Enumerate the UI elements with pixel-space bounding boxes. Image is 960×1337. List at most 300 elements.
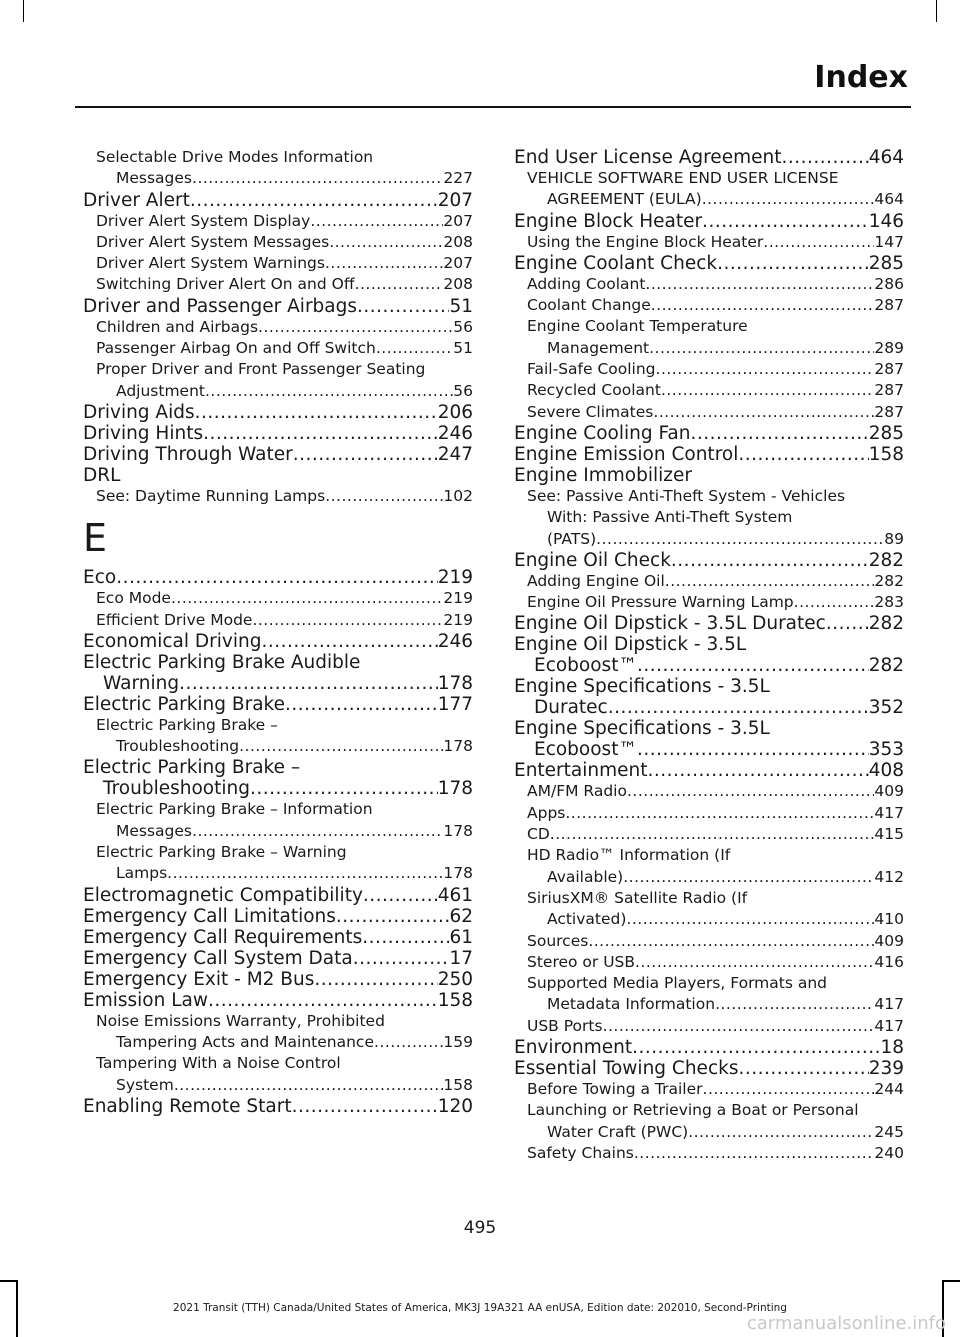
- index-subentry[interactable]: [514, 781, 904, 802]
- index-entry-text: Electric Parking Brake –: [83, 757, 301, 779]
- dot-leader: [550, 824, 875, 845]
- index-page-ref: 158: [868, 443, 904, 465]
- index-entry[interactable]: [83, 567, 473, 588]
- index-subentry[interactable]: [514, 274, 904, 295]
- index-entry[interactable]: [514, 1058, 904, 1079]
- index-page-ref: 219: [443, 589, 473, 608]
- index-entry-text: See: Passive Anti-Theft System - Vehicles: [527, 486, 846, 505]
- dot-leader: [738, 444, 868, 465]
- index-page-ref: 158: [443, 1075, 473, 1094]
- index-page-ref: 417: [874, 995, 904, 1014]
- index-subentry[interactable]: [83, 842, 473, 885]
- index-entry-text: Switching Driver Alert On and Off: [96, 275, 355, 294]
- dot-leader: [116, 567, 438, 588]
- index-subentry[interactable]: [514, 232, 904, 253]
- index-entry-text: Available): [547, 867, 624, 886]
- index-page-ref: 227: [443, 169, 473, 188]
- index-entry[interactable]: [83, 969, 473, 990]
- title-divider: [75, 106, 911, 108]
- index-subentry[interactable]: [514, 1016, 904, 1037]
- index-page-ref: 412: [874, 867, 904, 886]
- index-page-ref: 417: [874, 803, 904, 822]
- dot-leader: [261, 631, 437, 652]
- dot-leader: [649, 338, 874, 359]
- index-entry-text: Ecoboost™: [534, 655, 637, 677]
- index-subentry[interactable]: [83, 253, 473, 274]
- index-page-ref: 461: [437, 884, 473, 906]
- page-number: 495: [463, 1218, 497, 1238]
- index-subentry[interactable]: [514, 973, 904, 1016]
- index-page-ref: 56: [453, 317, 473, 336]
- index-entry-text: Emergency Exit - M2 Bus: [83, 968, 315, 990]
- index-entry-text: Lamps: [116, 864, 168, 883]
- index-page-ref: 178: [437, 672, 473, 694]
- index-entry[interactable]: [514, 760, 904, 781]
- index-entry-text: Driver Alert System Display: [96, 211, 311, 230]
- index-column-right: [514, 147, 904, 1164]
- dot-leader: [588, 931, 874, 952]
- index-page-ref: 409: [874, 782, 904, 801]
- index-entry-text: Driving Aids: [83, 401, 195, 423]
- index-entry[interactable]: [83, 927, 473, 948]
- dot-leader: [325, 253, 443, 274]
- index-page-ref: 246: [437, 422, 473, 444]
- index-subentry[interactable]: [83, 147, 473, 190]
- dot-leader: [717, 253, 869, 274]
- dot-leader: [192, 821, 443, 842]
- index-entry-text: Engine Block Heater: [514, 210, 703, 232]
- index-entry-text: SiriusXM® Satellite Radio (If: [527, 888, 748, 907]
- index-entry-text: Emergency Call System Data: [83, 947, 353, 969]
- index-entry-text: Driver Alert System Messages: [96, 232, 330, 251]
- index-entry-text: Emergency Call Limitations: [83, 905, 336, 927]
- index-entry-text: (PATS): [547, 529, 597, 548]
- dot-leader: [645, 274, 874, 295]
- index-entry-text: Engine Cooling Fan: [514, 422, 691, 444]
- index-page-ref: 353: [868, 739, 904, 761]
- index-entry-text: Coolant Change: [527, 296, 651, 315]
- dot-leader: [374, 1032, 443, 1053]
- index-page-ref: 158: [437, 989, 473, 1011]
- index-page-ref: 219: [443, 610, 473, 629]
- index-subentry[interactable]: [83, 359, 473, 402]
- index-entry-text: Activated): [547, 910, 627, 929]
- index-page-ref: 240: [874, 1143, 904, 1162]
- index-entry-text: Electric Parking Brake – Warning: [96, 843, 347, 862]
- index-entry-text: Using the Engine Block Heater: [527, 232, 764, 251]
- index-subentry[interactable]: [514, 888, 904, 931]
- index-entry-text: Engine Coolant Check: [514, 252, 718, 274]
- crop-mark-bottom-right: [944, 1280, 960, 1282]
- dot-leader: [596, 529, 884, 550]
- index-entry-text: Electric Parking Brake –: [96, 715, 278, 734]
- index-entry-text: Water Craft (PWC): [547, 1122, 689, 1141]
- index-subentry[interactable]: [83, 274, 473, 295]
- index-page-ref: 464: [874, 190, 904, 209]
- index-page-ref: 246: [437, 630, 473, 652]
- dot-leader: [688, 1122, 874, 1143]
- index-entry-text: Electric Parking Brake: [83, 693, 285, 715]
- index-page-ref: 247: [437, 443, 473, 465]
- dot-leader: [195, 402, 438, 423]
- index-entry[interactable]: [514, 1037, 904, 1058]
- index-entry-text: Ecoboost™: [534, 739, 637, 761]
- index-entry-text: Proper Driver and Front Passenger Seating: [96, 360, 426, 379]
- index-page-ref: 239: [868, 1058, 904, 1080]
- index-entry-text: Tampering Acts and Maintenance: [116, 1032, 374, 1051]
- index-page-ref: 102: [443, 486, 473, 505]
- index-subentry[interactable]: [83, 486, 473, 507]
- index-page-ref: 287: [874, 360, 904, 379]
- index-page-ref: 287: [874, 381, 904, 400]
- index-entry[interactable]: [514, 444, 904, 465]
- index-page-ref: 178: [443, 821, 473, 840]
- index-page-ref: 415: [874, 825, 904, 844]
- dot-leader: [174, 1075, 444, 1096]
- watermark: carmanualsonline.info: [746, 1313, 946, 1334]
- index-entry-text: With: Passive Anti-Theft System: [547, 508, 793, 527]
- index-page-ref: 417: [874, 1016, 904, 1035]
- dot-leader: [626, 909, 874, 930]
- index-entry[interactable]: [514, 211, 904, 232]
- index-entry-text: Electric Parking Brake – Information: [96, 800, 373, 819]
- index-entry-text: Electromagnetic Compatibility: [83, 884, 363, 906]
- index-entry-text: Efficient Drive Mode: [96, 610, 253, 629]
- index-entry[interactable]: [514, 550, 904, 571]
- index-entry-text: Environment: [514, 1037, 633, 1059]
- index-entry-text: Apps: [527, 803, 566, 822]
- index-entry-text: Before Towing a Trailer: [527, 1080, 703, 1099]
- dot-leader: [634, 1143, 875, 1164]
- index-subentry[interactable]: [83, 232, 473, 253]
- index-entry-text: Engine Oil Check: [514, 549, 671, 571]
- page-title: Index: [814, 60, 908, 95]
- index-subentry[interactable]: [514, 592, 904, 613]
- index-subentry[interactable]: [83, 338, 473, 359]
- dot-leader: [363, 885, 438, 906]
- index-column-left: [83, 147, 473, 1117]
- index-page-ref: 178: [443, 737, 473, 756]
- index-entry-text: Eco: [83, 567, 117, 589]
- dot-leader: [258, 317, 453, 338]
- index-page-ref: 62: [449, 905, 473, 927]
- index-entry-text: Enabling Remote Start: [83, 1095, 292, 1117]
- index-subentry[interactable]: [514, 845, 904, 888]
- dot-leader: [190, 190, 438, 211]
- index-entry-text: Recycled Coolant: [527, 381, 661, 400]
- index-entry-text: Supported Media Players, Formats and: [527, 974, 828, 993]
- index-entry-text: Eco Mode: [96, 589, 171, 608]
- crop-mark-top-right: [936, 0, 937, 22]
- index-page-ref: 245: [874, 1122, 904, 1141]
- index-entry-text: Driving Through Water: [83, 443, 293, 465]
- index-page-ref: 352: [868, 697, 904, 719]
- index-entry-text: Electric Parking Brake Audible: [83, 651, 361, 673]
- index-entry-text: Duratec: [534, 697, 608, 719]
- index-page-ref: 282: [868, 655, 904, 677]
- index-page-ref: 286: [874, 274, 904, 293]
- index-page-ref: 408: [868, 760, 904, 782]
- index-entry-text: AGREEMENT (EULA): [547, 190, 702, 209]
- index-subentry[interactable]: [514, 803, 904, 824]
- index-entry-text: Messages: [116, 169, 193, 188]
- index-page-ref: 244: [874, 1080, 904, 1099]
- dot-leader: [635, 952, 874, 973]
- index-subentry[interactable]: [83, 588, 473, 609]
- index-subentry[interactable]: [83, 715, 473, 758]
- index-subentry[interactable]: [83, 317, 473, 338]
- dot-leader: [205, 381, 453, 402]
- dot-leader: [239, 736, 443, 757]
- crop-mark-bottom-left: [0, 1280, 16, 1282]
- index-page-ref: 287: [874, 296, 904, 315]
- index-subentry[interactable]: [514, 571, 904, 592]
- index-entry[interactable]: [83, 948, 473, 969]
- dot-leader: [794, 592, 875, 613]
- dot-leader: [702, 211, 869, 232]
- index-subentry[interactable]: [514, 486, 904, 550]
- index-entry-text: Children and Airbags: [96, 317, 259, 336]
- dot-leader: [310, 211, 443, 232]
- dot-leader: [325, 486, 443, 507]
- index-entry[interactable]: [83, 465, 473, 486]
- index-entry-text: CD: [527, 825, 550, 844]
- index-subentry[interactable]: [83, 211, 473, 232]
- index-entry-text: AM/FM Radio: [527, 782, 627, 801]
- dot-leader: [362, 927, 449, 948]
- index-entry[interactable]: [83, 757, 473, 799]
- index-entry[interactable]: [83, 652, 473, 694]
- index-page-ref: 159: [443, 1032, 473, 1051]
- index-subentry[interactable]: [514, 295, 904, 316]
- index-subentry[interactable]: [514, 168, 904, 211]
- index-page-ref: 89: [884, 529, 904, 548]
- index-page-ref: 282: [868, 549, 904, 571]
- index-entry-text: Messages: [116, 821, 193, 840]
- dot-leader: [192, 168, 443, 189]
- index-page-ref: 61: [449, 926, 473, 948]
- index-entry-text: Stereo or USB: [527, 952, 636, 971]
- dot-leader: [623, 867, 874, 888]
- index-page-ref: 250: [437, 968, 473, 990]
- index-page-ref: 147: [874, 232, 904, 251]
- crop-mark-top-left: [23, 0, 24, 22]
- dot-leader: [656, 359, 875, 380]
- index-entry-text: Emission Law: [83, 989, 208, 1011]
- index-page-ref: 282: [868, 613, 904, 635]
- dot-leader: [293, 444, 438, 465]
- index-entry-text: HD Radio™ Information (If: [527, 846, 731, 865]
- index-page-ref: 177: [437, 693, 473, 715]
- index-entry-text: Severe Climates: [527, 402, 654, 421]
- index-subentry[interactable]: [514, 1100, 904, 1143]
- dot-leader: [651, 295, 875, 316]
- index-entry-text: Economical Driving: [83, 630, 262, 652]
- index-entry-text: USB Ports: [527, 1016, 603, 1035]
- index-page-ref: 285: [868, 252, 904, 274]
- index-entry-text: Troubleshooting: [103, 778, 250, 800]
- index-page-ref: 416: [874, 952, 904, 971]
- index-entry-text: Adjustment: [116, 381, 205, 400]
- index-entry[interactable]: [83, 423, 473, 444]
- index-page-ref: 51: [453, 339, 473, 358]
- index-subentry[interactable]: [83, 1011, 473, 1054]
- index-entry-text: Engine Oil Pressure Warning Lamp: [527, 593, 794, 612]
- dot-leader: [715, 994, 874, 1015]
- index-entry-text: VEHICLE SOFTWARE END USER LICENSE: [527, 169, 839, 187]
- index-entry[interactable]: [514, 718, 904, 760]
- dot-leader: [329, 232, 443, 253]
- index-entry[interactable]: [83, 631, 473, 652]
- dot-leader: [781, 147, 868, 168]
- index-entry-text: Engine Specifications - 3.5L: [514, 676, 770, 698]
- index-page-ref: 56: [453, 381, 473, 400]
- index-page-ref: 283: [874, 593, 904, 612]
- dot-leader: [336, 906, 450, 927]
- index-page-ref: 178: [437, 778, 473, 800]
- index-entry[interactable]: [83, 402, 473, 423]
- index-subentry[interactable]: [514, 931, 904, 952]
- index-page-ref: 208: [443, 232, 473, 251]
- index-entry-text: Engine Oil Dipstick - 3.5L Duratec: [514, 613, 826, 635]
- index-subentry[interactable]: [514, 824, 904, 845]
- dot-leader: [608, 697, 869, 718]
- index-subentry[interactable]: [514, 380, 904, 401]
- dot-leader: [653, 402, 874, 423]
- dot-leader: [250, 778, 438, 799]
- index-page-ref: 206: [437, 401, 473, 423]
- index-entry-text: Noise Emissions Warranty, Prohibited: [96, 1011, 385, 1030]
- index-subentry[interactable]: [514, 359, 904, 380]
- index-entry-text: Sources: [527, 931, 589, 950]
- dot-leader: [763, 232, 874, 253]
- index-subentry[interactable]: [83, 610, 473, 631]
- index-entry[interactable]: [83, 190, 473, 211]
- dot-leader: [285, 694, 438, 715]
- dot-leader: [171, 588, 443, 609]
- index-subentry[interactable]: [83, 799, 473, 842]
- dot-leader: [208, 990, 438, 1011]
- dot-leader: [376, 338, 453, 359]
- index-entry-text: Tampering With a Noise Control: [96, 1054, 341, 1073]
- index-entry[interactable]: [514, 423, 904, 444]
- index-entry-text: Essential Towing Checks: [514, 1058, 739, 1080]
- index-entry[interactable]: [514, 613, 904, 634]
- dot-leader: [738, 1058, 868, 1079]
- index-entry-text: Troubleshooting: [116, 737, 240, 756]
- index-page-ref: 285: [868, 422, 904, 444]
- dot-leader: [292, 1096, 438, 1117]
- index-page-ref: 146: [868, 210, 904, 232]
- dot-leader: [690, 423, 868, 444]
- index-entry[interactable]: [514, 253, 904, 274]
- index-entry-text: Metadata Information: [547, 995, 716, 1014]
- index-entry[interactable]: [514, 676, 904, 718]
- index-entry-text: Engine Oil Dipstick - 3.5L: [514, 634, 747, 656]
- index-page-ref: 17: [449, 947, 473, 969]
- index-subentry[interactable]: [514, 952, 904, 973]
- dot-leader: [637, 739, 869, 760]
- dot-leader: [314, 969, 437, 990]
- index-entry[interactable]: [514, 147, 904, 168]
- index-entry[interactable]: [83, 694, 473, 715]
- dot-leader: [353, 948, 450, 969]
- index-entry[interactable]: [83, 1096, 473, 1117]
- index-page-ref: 464: [868, 147, 904, 168]
- dot-leader: [252, 610, 443, 631]
- footer-edition-info: 2021 Transit (TTH) Canada/United States of America, MK3J 19A321 AA enUSA, Edition date: 202010, Second-Printing: [173, 1302, 787, 1314]
- index-page-ref: 410: [874, 910, 904, 929]
- dot-leader: [632, 1037, 880, 1058]
- index-page-ref: 18: [880, 1037, 904, 1059]
- index-page-ref: 178: [443, 864, 473, 883]
- index-entry[interactable]: [83, 444, 473, 465]
- index-section-letter: E: [83, 516, 108, 561]
- index-entry-text: Management: [547, 338, 650, 357]
- index-entry-text: Warning: [103, 672, 180, 694]
- index-entry-text: Passenger Airbag On and Off Switch: [96, 339, 376, 358]
- index-page-ref: 207: [443, 254, 473, 273]
- dot-leader: [637, 655, 869, 676]
- index-entry[interactable]: [514, 634, 904, 676]
- index-entry-text: Driver and Passenger Airbags: [83, 295, 358, 317]
- index-entry-text: System: [116, 1075, 174, 1094]
- dot-leader: [826, 613, 869, 634]
- index-entry[interactable]: [83, 990, 473, 1011]
- dot-leader: [179, 673, 438, 694]
- index-subentry[interactable]: [514, 316, 904, 359]
- index-entry-text: Adding Engine Oil: [527, 571, 665, 590]
- index-page-ref: 208: [443, 275, 473, 294]
- index-subentry[interactable]: [514, 402, 904, 423]
- index-page-ref: 207: [437, 189, 473, 211]
- dot-leader: [167, 863, 443, 884]
- index-entry-text: Driver Alert: [83, 189, 190, 211]
- index-page-ref: 207: [443, 211, 473, 230]
- index-entry-text: Adding Coolant: [527, 274, 646, 293]
- index-page-ref: 287: [874, 402, 904, 421]
- index-page-ref: 289: [874, 338, 904, 357]
- dot-leader: [665, 571, 875, 592]
- dot-leader: [648, 760, 869, 781]
- dot-leader: [661, 380, 874, 401]
- index-subentry[interactable]: [514, 1079, 904, 1100]
- index-entry[interactable]: [83, 906, 473, 927]
- index-entry-text: Engine Emission Control: [514, 443, 739, 465]
- index-page-ref: 120: [437, 1095, 473, 1117]
- index-entry[interactable]: [514, 465, 904, 486]
- dot-leader: [565, 803, 874, 824]
- index-entry-text: DRL: [83, 464, 121, 486]
- dot-leader: [357, 296, 449, 317]
- index-entry-text: Engine Specifications - 3.5L: [514, 718, 770, 740]
- dot-leader: [627, 781, 874, 802]
- dot-leader: [671, 550, 869, 571]
- index-subentry[interactable]: [83, 1053, 473, 1096]
- index-entry-text: Selectable Drive Modes Information: [96, 148, 374, 166]
- index-entry-text: See: Daytime Running Lamps: [96, 486, 326, 505]
- dot-leader: [703, 1079, 875, 1100]
- index-entry-text: Fail-Safe Cooling: [527, 360, 656, 379]
- index-entry[interactable]: [83, 885, 473, 906]
- index-subentry[interactable]: [514, 1143, 904, 1164]
- index-entry-text: Emergency Call Requirements: [83, 926, 363, 948]
- dot-leader: [702, 189, 875, 210]
- index-page-ref: 219: [437, 567, 473, 589]
- index-entry[interactable]: [83, 296, 473, 317]
- index-entry-text: Driving Hints: [83, 422, 204, 444]
- index-entry-text: End User License Agreement: [514, 147, 782, 168]
